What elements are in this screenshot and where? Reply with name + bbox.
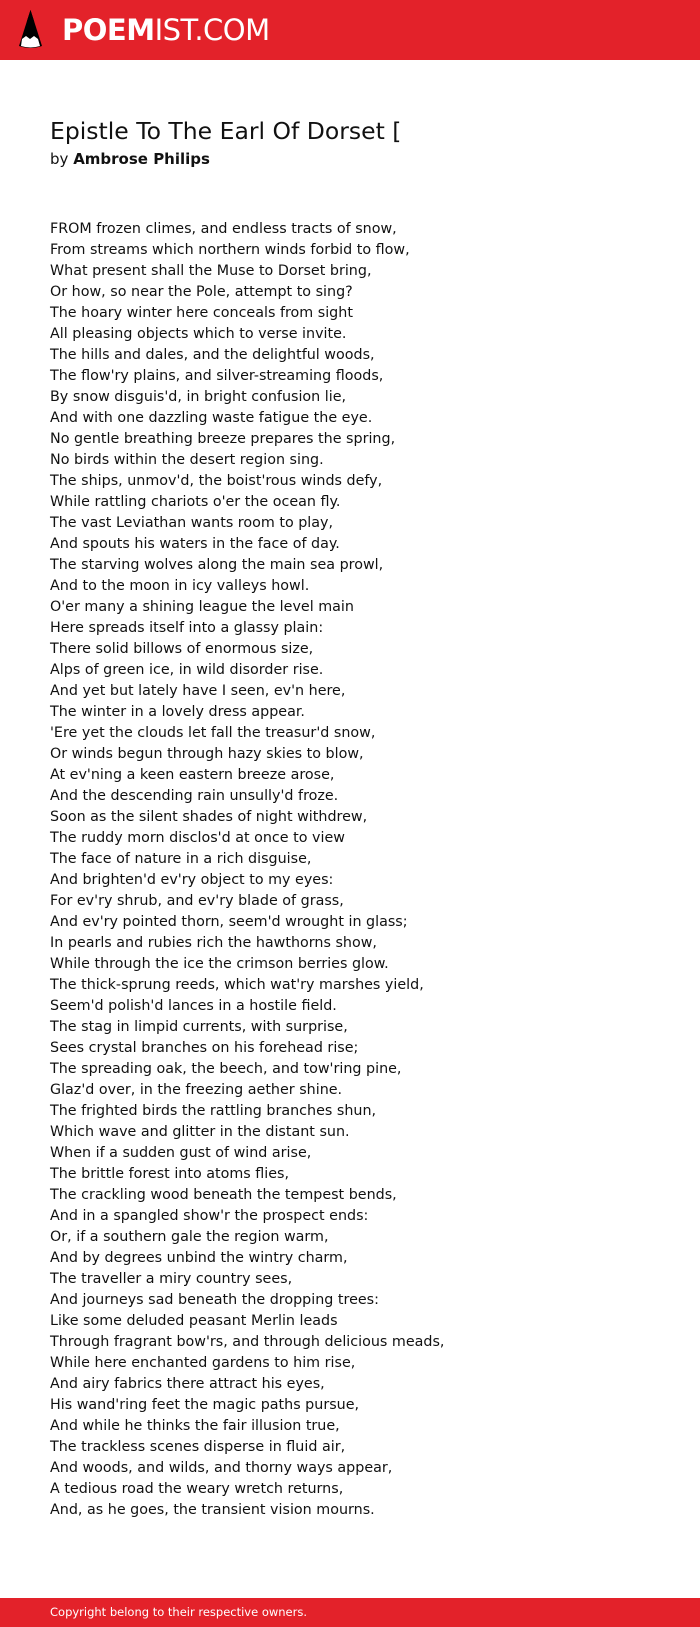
poem-line: 'Ere yet the clouds let fall the treasur'd snow, bbox=[50, 725, 376, 741]
poem-line: O'er many a shining league the level main bbox=[50, 599, 354, 615]
poem-line: The stag in limpid currents, with surprise, bbox=[50, 1019, 348, 1035]
poem-line: The trackless scenes disperse in fluid air, bbox=[50, 1439, 346, 1455]
poem-line: And, as he goes, the transient vision mourns. bbox=[50, 1502, 375, 1518]
poem-line: All pleasing objects which to verse invite. bbox=[50, 326, 347, 342]
poem-line: Or, if a southern gale the region warm, bbox=[50, 1229, 329, 1245]
poem-line: And in a spangled show'r the prospect ends: bbox=[50, 1208, 369, 1224]
poem-line: And by degrees unbind the wintry charm, bbox=[50, 1250, 348, 1266]
poem-line: For ev'ry shrub, and ev'ry blade of grass, bbox=[50, 893, 344, 909]
poem-line: No gentle breathing breeze prepares the spring, bbox=[50, 431, 396, 447]
poem-line: What present shall the Muse to Dorset bring, bbox=[50, 263, 372, 279]
poem-line: The ruddy morn disclos'd at once to view bbox=[50, 830, 345, 846]
poem-line: Alps of green ice, in wild disorder rise. bbox=[50, 662, 324, 678]
copyright-text: Copyright belong to their respective owners. bbox=[50, 1605, 308, 1619]
poem-line: Here spreads itself into a glassy plain: bbox=[50, 620, 324, 636]
poem-body bbox=[50, 219, 670, 1521]
poem-line: Or how, so near the Pole, attempt to sing? bbox=[50, 284, 353, 300]
poem-line: Through fragrant bow'rs, and through delicious meads, bbox=[50, 1334, 445, 1350]
site-logo-text[interactable] bbox=[62, 12, 270, 48]
poem-line: While here enchanted gardens to him rise, bbox=[50, 1355, 356, 1371]
poem-line: And ev'ry pointed thorn, seem'd wrought in glass; bbox=[50, 914, 408, 930]
poem-line: Or winds begun through hazy skies to blow, bbox=[50, 746, 364, 762]
poem-title: Epistle To The Earl Of Dorset [ bbox=[50, 117, 402, 145]
poem-line: The crackling wood beneath the tempest bends, bbox=[50, 1187, 397, 1203]
poem-line: And brighten'd ev'ry object to my eyes: bbox=[50, 872, 334, 888]
poem-line: Sees crystal branches on his forehead rise; bbox=[50, 1040, 359, 1056]
poem-byline bbox=[50, 148, 210, 170]
poem-line: Glaz'd over, in the freezing aether shine. bbox=[50, 1082, 343, 1098]
by-label: by bbox=[50, 150, 69, 168]
poem-line: And spouts his waters in the face of day. bbox=[50, 536, 340, 552]
poem-line: His wand'ring feet the magic paths pursue, bbox=[50, 1397, 360, 1413]
poem-line: Like some deluded peasant Merlin leads bbox=[50, 1313, 338, 1329]
poem-line: And airy fabrics there attract his eyes, bbox=[50, 1376, 325, 1392]
poem-line: When if a sudden gust of wind arise, bbox=[50, 1145, 312, 1161]
poem-line: The spreading oak, the beech, and tow'ring pine, bbox=[50, 1061, 402, 1077]
poem-line: At ev'ning a keen eastern breeze arose, bbox=[50, 767, 335, 783]
pencil-icon[interactable] bbox=[17, 9, 44, 51]
poem-line: And the descending rain unsully'd froze. bbox=[50, 788, 339, 804]
poem-line: The thick-sprung reeds, which wat'ry marshes yield, bbox=[50, 977, 424, 993]
poem-line: The vast Leviathan wants room to play, bbox=[50, 515, 334, 531]
poem-line: FROM frozen climes, and endless tracts of snow, bbox=[50, 221, 397, 237]
site-header bbox=[0, 0, 700, 60]
poem-line: And with one dazzling waste fatigue the eye. bbox=[50, 410, 373, 426]
poem-line: A tedious road the weary wretch returns, bbox=[50, 1481, 344, 1497]
poem-line: From streams which northern winds forbid to flow, bbox=[50, 242, 410, 258]
poem-line: In pearls and rubies rich the hawthorns show, bbox=[50, 935, 377, 951]
brand-light-text: IST.COM bbox=[154, 13, 270, 47]
poem-line: By snow disguis'd, in bright confusion lie, bbox=[50, 389, 347, 405]
poem-line: And woods, and wilds, and thorny ways appear, bbox=[50, 1460, 393, 1476]
brand-bold-text: POEM bbox=[62, 13, 155, 47]
poem-line: The ships, unmov'd, the boist'rous winds defy, bbox=[50, 473, 383, 489]
poem-line: The brittle forest into atoms flies, bbox=[50, 1166, 290, 1182]
poem-line: The winter in a lovely dress appear. bbox=[50, 704, 305, 720]
poem-line: The starving wolves along the main sea prowl, bbox=[50, 557, 384, 573]
poem-line: And to the moon in icy valleys howl. bbox=[50, 578, 310, 594]
poem-line: The hoary winter here conceals from sight bbox=[50, 305, 353, 321]
poem-line: While through the ice the crimson berries glow. bbox=[50, 956, 389, 972]
site-footer bbox=[0, 1598, 700, 1627]
poem-line: And journeys sad beneath the dropping trees: bbox=[50, 1292, 379, 1308]
poem-line: No birds within the desert region sing. bbox=[50, 452, 324, 468]
poem-line: Which wave and glitter in the distant sun. bbox=[50, 1124, 350, 1140]
poem-line: The frighted birds the rattling branches shun, bbox=[50, 1103, 377, 1119]
poem-line: While rattling chariots o'er the ocean fly. bbox=[50, 494, 341, 510]
poem-line: And yet but lately have I seen, ev'n here, bbox=[50, 683, 346, 699]
poem-line: The flow'ry plains, and silver-streaming floods, bbox=[50, 368, 384, 384]
poem-line: And while he thinks the fair illusion true, bbox=[50, 1418, 340, 1434]
poem-line: The face of nature in a rich disguise, bbox=[50, 851, 312, 867]
poem-line: The hills and dales, and the delightful woods, bbox=[50, 347, 375, 363]
poem-line: The traveller a miry country sees, bbox=[50, 1271, 293, 1287]
poem-author: Ambrose Philips bbox=[73, 150, 210, 168]
poem-line: Seem'd polish'd lances in a hostile field. bbox=[50, 998, 337, 1014]
poem-line: There solid billows of enormous size, bbox=[50, 641, 314, 657]
poem-line: Soon as the silent shades of night withdrew, bbox=[50, 809, 368, 825]
